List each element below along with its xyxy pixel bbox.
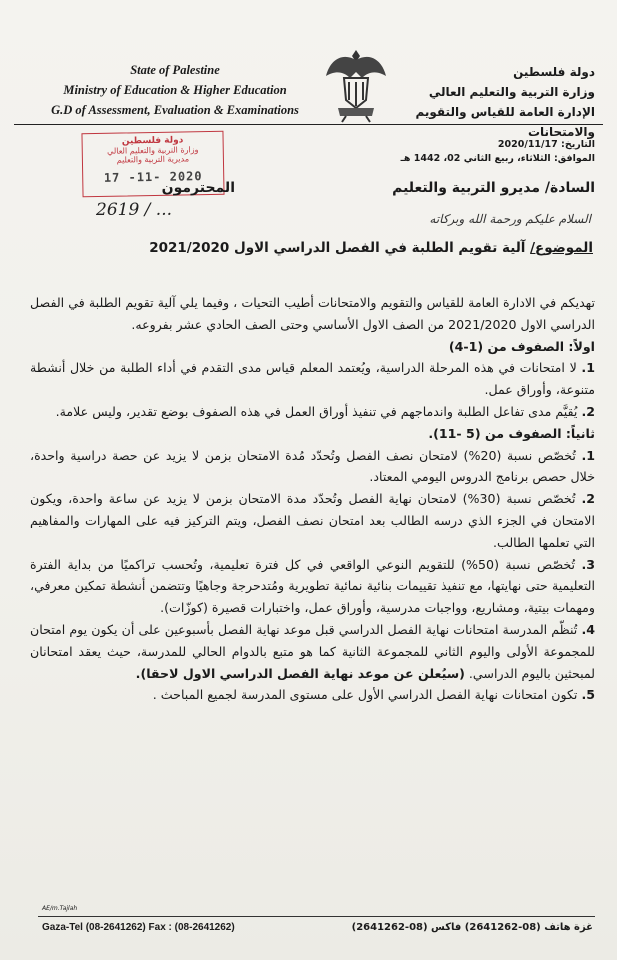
section-2-title: ثانياً: الصفوف من (5 -11). <box>428 425 595 441</box>
hijri-date: الموافق: الثلاثاء، ربيع الثاني 02، 1442 هـ <box>400 153 595 164</box>
header-en-line: G.D of Assessment, Evaluation & Examinations <box>51 103 299 117</box>
item-text: تُنظّم المدرسة امتحانات نهاية الفصل الدراسي قبل موعد نهاية الفصل بأسبوعين على أن يكون يوم امتحان للمجموعة الأولى واليوم الثاني للمجموعة الثانية كما هو متبع بالدوام الحالي للمدرسة، حيث يعقد امتحانان لمبحثين باليوم الدراسي. <box>30 621 595 681</box>
date-block <box>355 138 595 166</box>
list-item <box>30 619 595 684</box>
footer-contact-en: Gaza-Tel (08-2641262) Fax : (08-2641262) <box>42 922 235 933</box>
stamp-date: 17 -11- 2020 <box>103 169 203 185</box>
gregorian-date: التاريخ: 2020/11/17 <box>497 139 595 150</box>
item-text: لا امتحانات في هذه المرحلة الدراسية، ويُعتمد المعلم قياس مدى التقدم في أداء الطلبة من خلال أنشطة متنوعة، وأوراق عمل. <box>30 360 595 398</box>
header-divider <box>14 124 603 125</box>
item-number: 2. <box>581 491 595 507</box>
footer-contact-ar: غزة هاتف (08-2641262) فاكس (08-2641262) <box>351 922 593 933</box>
item-text: تكون امتحانات نهاية الفصل الدراسي الأول على مستوى المدرسة لجميع المباحث . <box>152 687 578 703</box>
list-item <box>30 401 595 423</box>
header-ar-line: دولة فلسطين <box>513 65 595 79</box>
header-ar-line: وزارة التربية والتعليم العالي <box>428 85 595 99</box>
list-item <box>30 488 595 553</box>
typist-initials: AE/m.Tajlah <box>42 905 78 912</box>
addressee: السادة/ مديرو التربية والتعليم <box>392 180 595 196</box>
header-en-line: State of Palestine <box>130 63 220 77</box>
item-number: 5. <box>581 687 595 703</box>
stamp-line: وزارة التربية والتعليم العالي <box>107 145 199 156</box>
header-en-line: Ministry of Education & Higher Education <box>63 83 287 97</box>
header-english <box>40 60 310 120</box>
subject-text: آلية تقويم الطلبة في الفصل الدراسي الاول 2021/2020 <box>149 240 526 256</box>
list-item <box>30 445 595 489</box>
subject-line <box>149 240 593 256</box>
honorific: المحترمون <box>161 180 235 196</box>
subject-label: الموضوع/ <box>530 240 593 256</box>
stamp-line: مديرية التربية والتعليم <box>116 154 190 165</box>
list-item <box>30 554 595 619</box>
footer-divider <box>38 916 595 917</box>
item-text: تُخصّص نسبة (30%) لامتحان نهاية الفصل وتُحدّد مدة الامتحان بزمن لا يزيد عن ساعة واحدة، ويكون الامتحان في الجزء الذي درسه الطالب بعد امتحان نصف الفصل، ويتم التركيز فيه على المهارات والمفاهيم التي تعلمها الطالب. <box>30 491 595 550</box>
header-arabic <box>375 62 595 142</box>
handwritten-reference: 2619 / ... <box>96 200 173 220</box>
item-number: 3. <box>581 556 595 572</box>
item-note: (سيُعلن عن موعد نهاية الفصل الدراسي الاول لاحقا). <box>135 665 465 681</box>
item-number: 4. <box>581 621 595 637</box>
stamp-line: دولة فلسطين <box>121 135 184 147</box>
item-text: يُقيَّم مدى تفاعل الطلبة واندماجهم في تنفيذ أوراق العمل في هذه الصفوف بوضع تقدير، وليس علامة. <box>55 403 578 419</box>
intro-paragraph: تهديكم في الادارة العامة للقياس والتقويم والامتحانات أطيب التحيات ، وفيما يلي آلية تقويم الطلبة في الفصل الدراسي الاول 2021/2020 من الصف الاول الأساسي وحتى الصف الحادي عشر بفروعه. <box>30 295 595 332</box>
item-text: تُخصّص نسبة (20%) لامتحان نصف الفصل وتُحدّد مُدة الامتحان بزمن لا يزيد عن حصة دراسية واحدة، خلال حصص برنامج الدروس اليومي المعتاد. <box>30 447 595 485</box>
greeting: السلام عليكم ورحمة الله وبركاته <box>429 212 591 226</box>
section-1-title: اولاً: الصفوف من (1-4) <box>448 338 595 354</box>
item-number: 2. <box>581 403 595 419</box>
item-number: 1. <box>581 360 595 376</box>
list-item <box>30 357 595 401</box>
letter-body <box>30 292 595 706</box>
list-item <box>30 684 595 706</box>
header-ar-line: الإدارة العامة للقياس والتقويم والامتحانات <box>415 105 595 139</box>
item-text: تُخصّص نسبة (50%) للتقويم النوعي الواقعي في كل فترة تعليمية، وتُحسب تراكميًا من بداية الفترة التعليمية حتى نهايتها، مع تنفيذ تقييمات بنائية نمائية تطويرية ومُتدحرجة وجاهيًا وتتضمن أنشطة تمكين معرفي، ومهمات بيتية، ومشاريع، وواجبات مدرسية، وأوراق عمل، واختبارات قصيرة (كوزّات). <box>30 556 595 616</box>
item-number: 1. <box>581 447 595 463</box>
